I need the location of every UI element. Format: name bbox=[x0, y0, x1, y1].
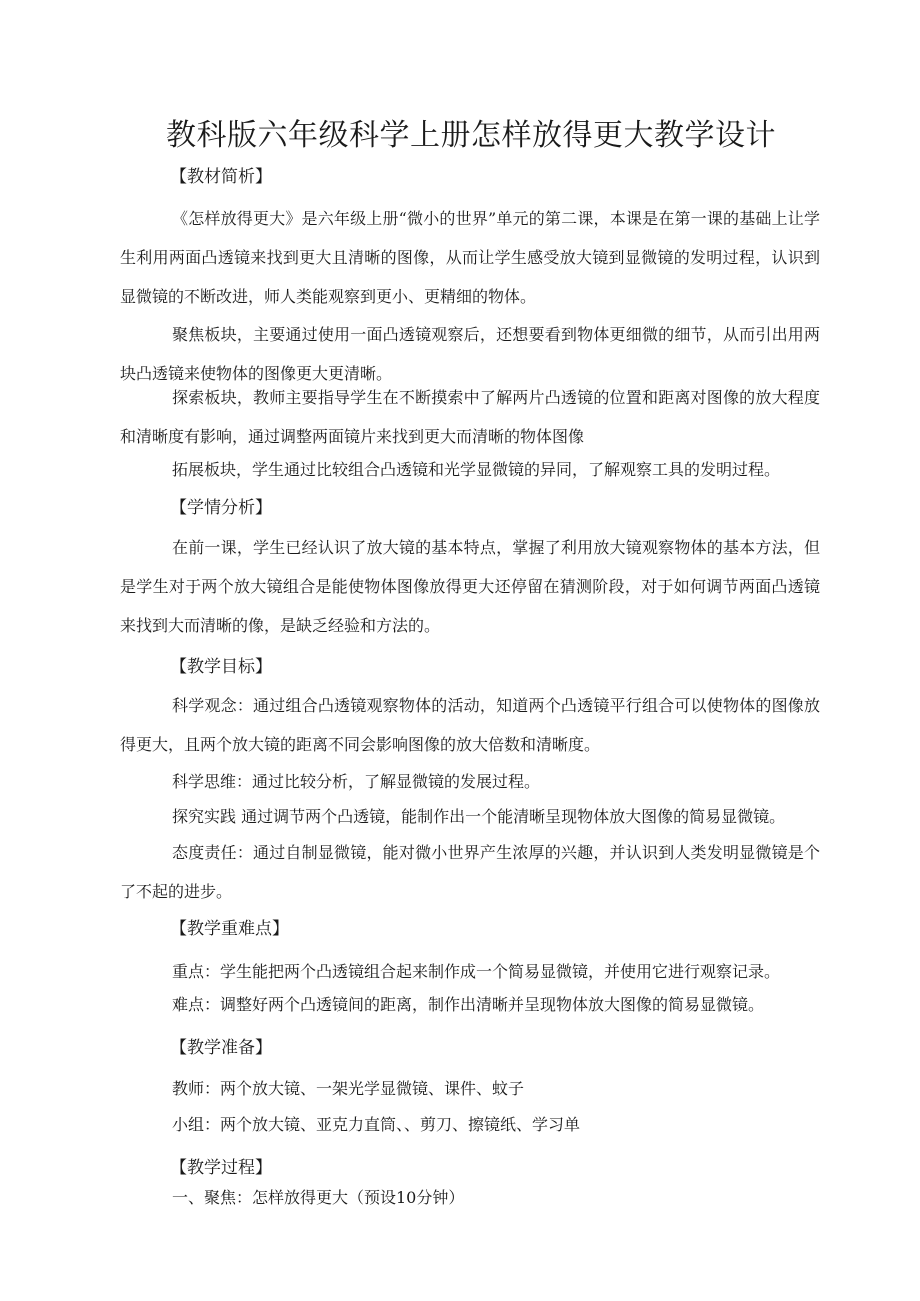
keypoints-line-2: 难点：调整好两个凸透镜间的距离，制作出清晰并呈现物体放大图像的简易显微镜。 bbox=[172, 995, 765, 1014]
section-heading-keypoints: 【教学重难点】 bbox=[170, 919, 289, 939]
prep-teacher-line: 教师：两个放大镜、一架光学显微镜、课件、蚊子 bbox=[172, 1079, 525, 1098]
analysis-paragraph-3: 探索板块，教师主要指导学生在不断摸索中了解两片凸透镜的位置和距离对图像的放大程度和清晰度有影响，通过调整两面镜片来找到更大而清晰的物体图像 bbox=[120, 388, 820, 446]
goals-paragraph-3: 探究实践 通过调节两个凸透镜，能制作出一个能清晰呈现物体放大图像的简易显微镜。 bbox=[172, 807, 786, 826]
analysis-paragraph-1: 《怎样放得更大》是六年级上册“微小的世界”单元的第二课，本课是在第一课的基础上让学生利用两面凸透镜来找到更大且清晰的图像，从而让学生感受放大镜到显微镜的发明过程，认识到显微镜的不断改进，师人类能观察到更小、更精细的物体。 bbox=[120, 209, 820, 306]
analysis-paragraph-4: 拓展板块，学生通过比较组合凸透镜和光学显微镜的异同，了解观察工具的发明过程。 bbox=[172, 460, 781, 479]
process-step-1: 一、聚焦：怎样放得更大（预设10分钟） bbox=[172, 1188, 465, 1207]
document-title: 教科版六年级科学上册怎样放得更大教学设计 bbox=[166, 118, 776, 153]
goals-paragraph-2: 科学思维：通过比较分析，了解显微镜的发展过程。 bbox=[172, 772, 541, 791]
section-heading-students: 【学情分析】 bbox=[170, 498, 272, 518]
section-heading-analysis: 【教材简析】 bbox=[170, 167, 272, 187]
section-heading-prep: 【教学准备】 bbox=[170, 1038, 272, 1058]
keypoints-line-1: 重点：学生能把两个凸透镜组合起来制作成一个简易显微镜，并使用它进行观察记录。 bbox=[172, 962, 781, 981]
students-paragraph-1: 在前一课，学生已经认识了放大镜的基本特点，掌握了利用放大镜观察物体的基本方法，但是学生对于两个放大镜组合是能使物体图像放得更大还停留在猜测阶段，对于如何调节两面凸透镜来找到大而清晰的像，是缺乏经验和方法的。 bbox=[120, 538, 820, 635]
goals-paragraph-1: 科学观念：通过组合凸透镜观察物体的活动，知道两个凸透镜平行组合可以使物体的图像放得更大，且两个放大镜的距离不同会影响图像的放大倍数和清晰度。 bbox=[120, 696, 820, 754]
section-heading-process: 【教学过程】 bbox=[170, 1158, 272, 1178]
section-heading-goals: 【教学目标】 bbox=[170, 657, 272, 677]
prep-group-line: 小组：两个放大镜、亚克力直筒、、剪刀、擦镜纸、学习单 bbox=[172, 1115, 581, 1134]
analysis-paragraph-2: 聚焦板块，主要通过使用一面凸透镜观察后，还想要看到物体更细微的细节，从而引出用两块凸透镜来使物体的图像更大更清晰。 bbox=[120, 325, 820, 383]
goals-paragraph-4: 态度责任：通过自制显微镜，能对微小世界产生浓厚的兴趣，并认识到人类发明显微镜是个了不起的进步。 bbox=[120, 843, 820, 901]
